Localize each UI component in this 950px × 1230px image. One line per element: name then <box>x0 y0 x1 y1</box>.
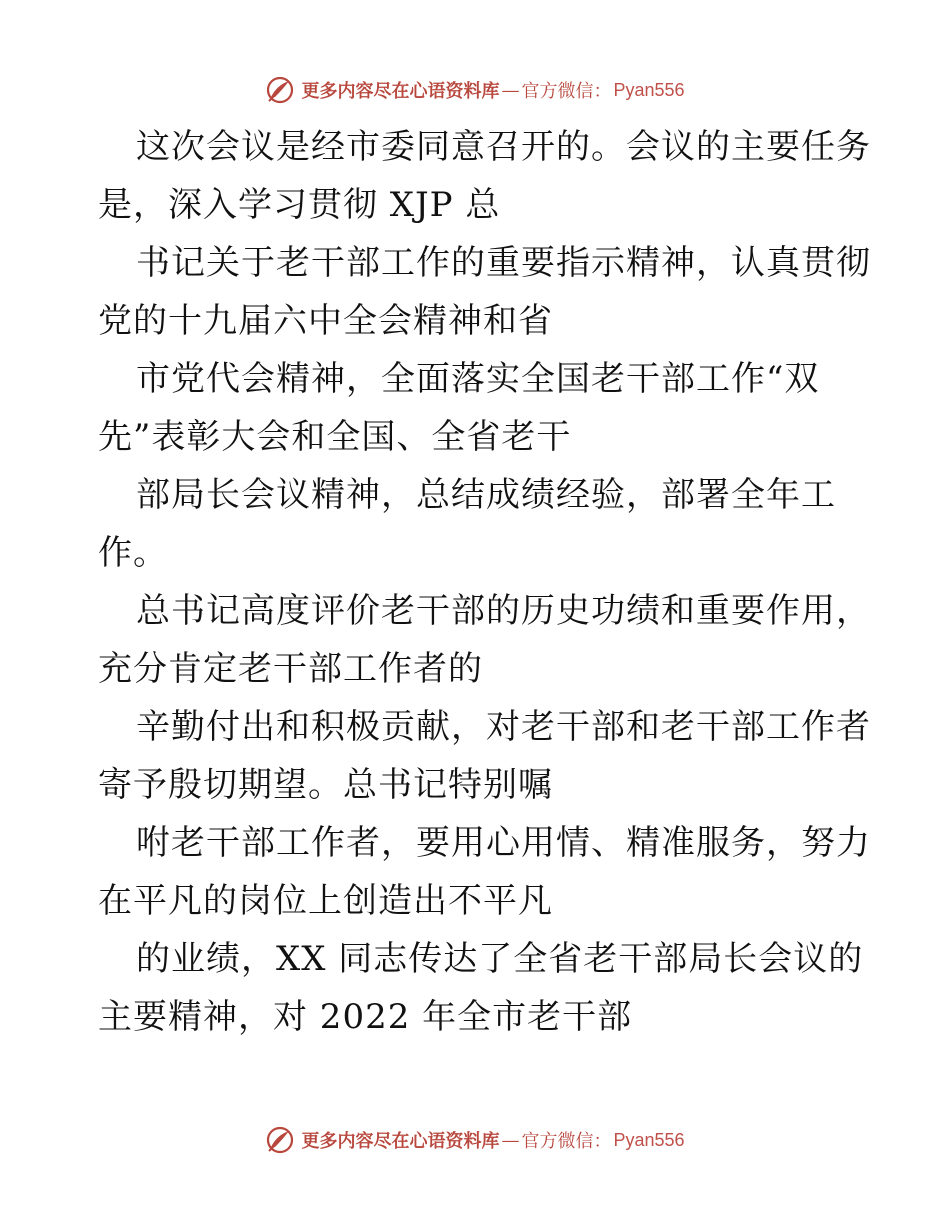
banner-title: 更多内容尽在心语资料库 <box>301 1131 500 1152</box>
banner-wechat-id: Pyan556 <box>613 79 685 100</box>
text-line: 总书记高度评价老干部的历史功绩和重要作用， <box>136 591 871 631</box>
text-line: 市党代会精神，全面落实全国老干部工作“双 <box>136 359 820 399</box>
banner-wechat-id: Pyan556 <box>613 1129 685 1150</box>
footer-banner <box>0 1120 950 1160</box>
text-line: 的业绩，XX 同志传达了全省老干部局长会议的 <box>136 939 864 979</box>
banner-dash: — <box>501 1129 520 1151</box>
text-line: 党的十九届六中全会精神和省 <box>98 301 553 341</box>
text-line: 主要精神，对 2022 年全市老干部 <box>98 997 633 1037</box>
banner-subtitle: 官方微信： <box>521 81 612 102</box>
text-line: 在平凡的岗位上创造出不平凡 <box>98 881 553 921</box>
body-text <box>98 118 871 1046</box>
text-line: 寄予殷切期望。总书记特别嘱 <box>98 765 553 805</box>
text-line: 是，深入学习贯彻 XJP 总 <box>98 185 501 225</box>
text-line: 辛勤付出和积极贡献，对老干部和老干部工作者 <box>136 707 871 747</box>
header-banner <box>0 70 950 110</box>
banner-dash: — <box>501 79 520 101</box>
text-line: 咐老干部工作者，要用心用情、精准服务，努力 <box>136 823 871 863</box>
text-line: 作。 <box>98 533 168 573</box>
banner-title: 更多内容尽在心语资料库 <box>301 81 500 102</box>
text-line: 这次会议是经市委同意召开的。会议的主要任务 <box>136 127 871 167</box>
pen-logo-icon <box>265 75 295 105</box>
pen-logo-icon <box>265 1125 295 1155</box>
banner-subtitle: 官方微信： <box>521 1131 612 1152</box>
text-line: 充分肯定老干部工作者的 <box>98 649 483 689</box>
text-line: 部局长会议精神，总结成绩经验，部署全年工 <box>136 475 836 515</box>
text-line: 书记关于老干部工作的重要指示精神，认真贯彻 <box>136 243 871 283</box>
text-line: 先”表彰大会和全国、全省老干 <box>98 417 572 457</box>
